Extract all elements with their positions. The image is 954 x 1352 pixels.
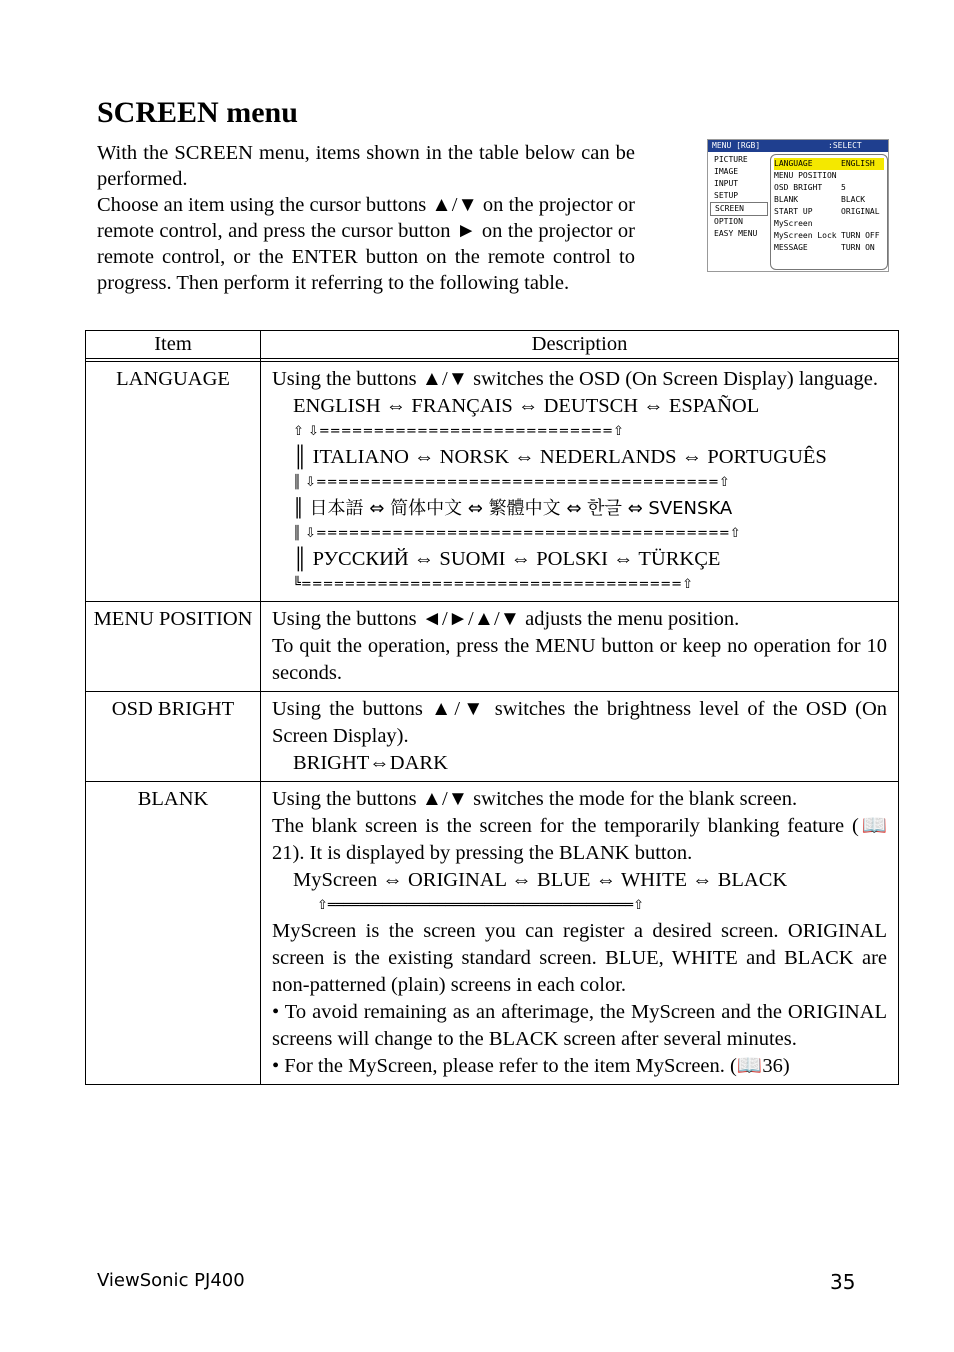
language-line-4: ║ РУССКИЙ ⇔ SUOMI ⇔ POLSKI ⇔ TÜRKÇE	[293, 548, 721, 570]
intro-paragraph-1: With the SCREEN menu, items shown in the table below can be performed.	[97, 142, 635, 190]
intro-text	[97, 140, 635, 296]
osd-title-bar	[708, 140, 888, 152]
item-language: LANGUAGE	[86, 362, 261, 602]
page-number: 35	[830, 1270, 856, 1294]
menu-position-desc-2: To quit the operation, press the MENU button or keep no operation for 10 seconds.	[272, 635, 887, 684]
item-menu-position: MENU POSITION	[86, 602, 261, 692]
blank-desc-1: Using the buttons ▲/▼ switches the mode for the blank screen.	[272, 788, 798, 810]
osd-row: MyScreen	[774, 219, 813, 228]
table-row-osd-bright	[86, 692, 899, 782]
osd-menu-list	[710, 154, 768, 240]
osd-menu-item-selected: SCREEN	[710, 202, 768, 216]
osd-title: MENU [RGB]	[712, 141, 761, 150]
menu-position-desc-1: Using the buttons ◄/►/▲/▼ adjusts the menu position.	[272, 608, 740, 630]
table-row-blank	[86, 782, 899, 1085]
osd-select-hint: :SELECT	[828, 141, 862, 150]
blank-note-1: • To avoid remaining as an afterimage, the MyScreen and the ORIGINAL screens will change to the BLACK screen after several minutes.	[272, 1001, 887, 1050]
osd-row: LANGUAGE ENGLISH	[774, 158, 884, 170]
table-row-language	[86, 362, 899, 602]
language-line-3: ║ 日本語 ⇔ 简体中文 ⇔ 繁體中文 ⇔ 한글 ⇔ SVENSKA	[293, 498, 733, 519]
osd-row: BLANK BLACK	[774, 195, 866, 204]
osd-menu-item: INPUT	[714, 179, 739, 188]
blank-arrow: ⇧═══════════════════════════════════════⇧	[317, 898, 645, 913]
language-line-2: ║ ITALIANO ⇔ NORSK ⇔ NEDERLANDS ⇔ PORTUGUÊS	[293, 446, 827, 468]
header-item: Item	[86, 331, 261, 359]
osd-menu-item: PICTURE	[714, 155, 748, 164]
desc-blank	[261, 782, 899, 1085]
osd-menu-item: IMAGE	[714, 167, 739, 176]
desc-osd-bright	[261, 692, 899, 782]
language-line-1: ENGLISH ⇔ FRANÇAIS ⇔ DEUTSCH ⇔ ESPAÑOL	[293, 395, 760, 417]
osd-bright-seq: BRIGHT⇔DARK	[293, 752, 448, 774]
blank-seq: MyScreen ⇔ ORIGINAL ⇔ BLUE ⇔ WHITE ⇔ BLACK	[293, 869, 788, 891]
osd-row: MESSAGE TURN ON	[774, 243, 875, 252]
osd-menu-screenshot	[707, 139, 889, 272]
intro-paragraph-2: Choose an item using the cursor buttons ▲/▼ on the projector or remote control, and press the cursor button ► on the projector or remote control, or the ENTER button on the remote control to progress. Then perform it referring to the following table.	[97, 194, 635, 294]
language-arrow-2: ║ ⇩=====================================⇧	[293, 475, 730, 490]
desc-menu-position	[261, 602, 899, 692]
osd-menu-item: SETUP	[714, 191, 739, 200]
blank-note-2: • For the MyScreen, please refer to the item MyScreen. (📖36)	[272, 1055, 790, 1077]
osd-row: OSD BRIGHT 5	[774, 183, 846, 192]
language-arrow-4: ╚===================================⇧	[293, 577, 693, 592]
footer-brand: ViewSonic PJ400	[97, 1270, 245, 1291]
blank-desc-3: MyScreen is the screen you can register a desired screen. ORIGINAL screen is the existing standard screen. BLUE, WHITE and BLACK are non-patterned (plain) screens in each color.	[272, 920, 887, 996]
item-osd-bright: OSD BRIGHT	[86, 692, 261, 782]
header-description: Description	[261, 331, 899, 359]
language-arrow-1: ⇧ ⇩===========================⇧	[293, 424, 624, 439]
blank-desc-2: The blank screen is the screen for the temporarily blanking feature (📖21). It is displayed by pressing the BLANK button.	[272, 815, 887, 864]
table-header-row	[86, 331, 899, 359]
osd-menu-item: OPTION	[714, 217, 743, 226]
osd-bright-desc: Using the buttons ▲/▼ switches the brightness level of the OSD (On Screen Display).	[272, 698, 887, 747]
osd-row: MyScreen Lock TURN OFF	[774, 231, 880, 240]
table-row-menu-position	[86, 602, 899, 692]
osd-menu-item: EASY MENU	[714, 229, 758, 238]
osd-row: MENU POSITION	[774, 171, 837, 180]
language-desc: Using the buttons ▲/▼ switches the OSD (On Screen Display) language.	[272, 368, 878, 390]
language-arrow-3: ║ ⇩======================================⇧	[293, 526, 741, 541]
screen-menu-table	[85, 330, 899, 1085]
osd-row: START UP ORIGINAL	[774, 207, 880, 216]
desc-language	[261, 362, 899, 602]
osd-submenu	[770, 154, 888, 270]
page-title: SCREEN menu	[97, 96, 298, 129]
item-blank: BLANK	[86, 782, 261, 1085]
